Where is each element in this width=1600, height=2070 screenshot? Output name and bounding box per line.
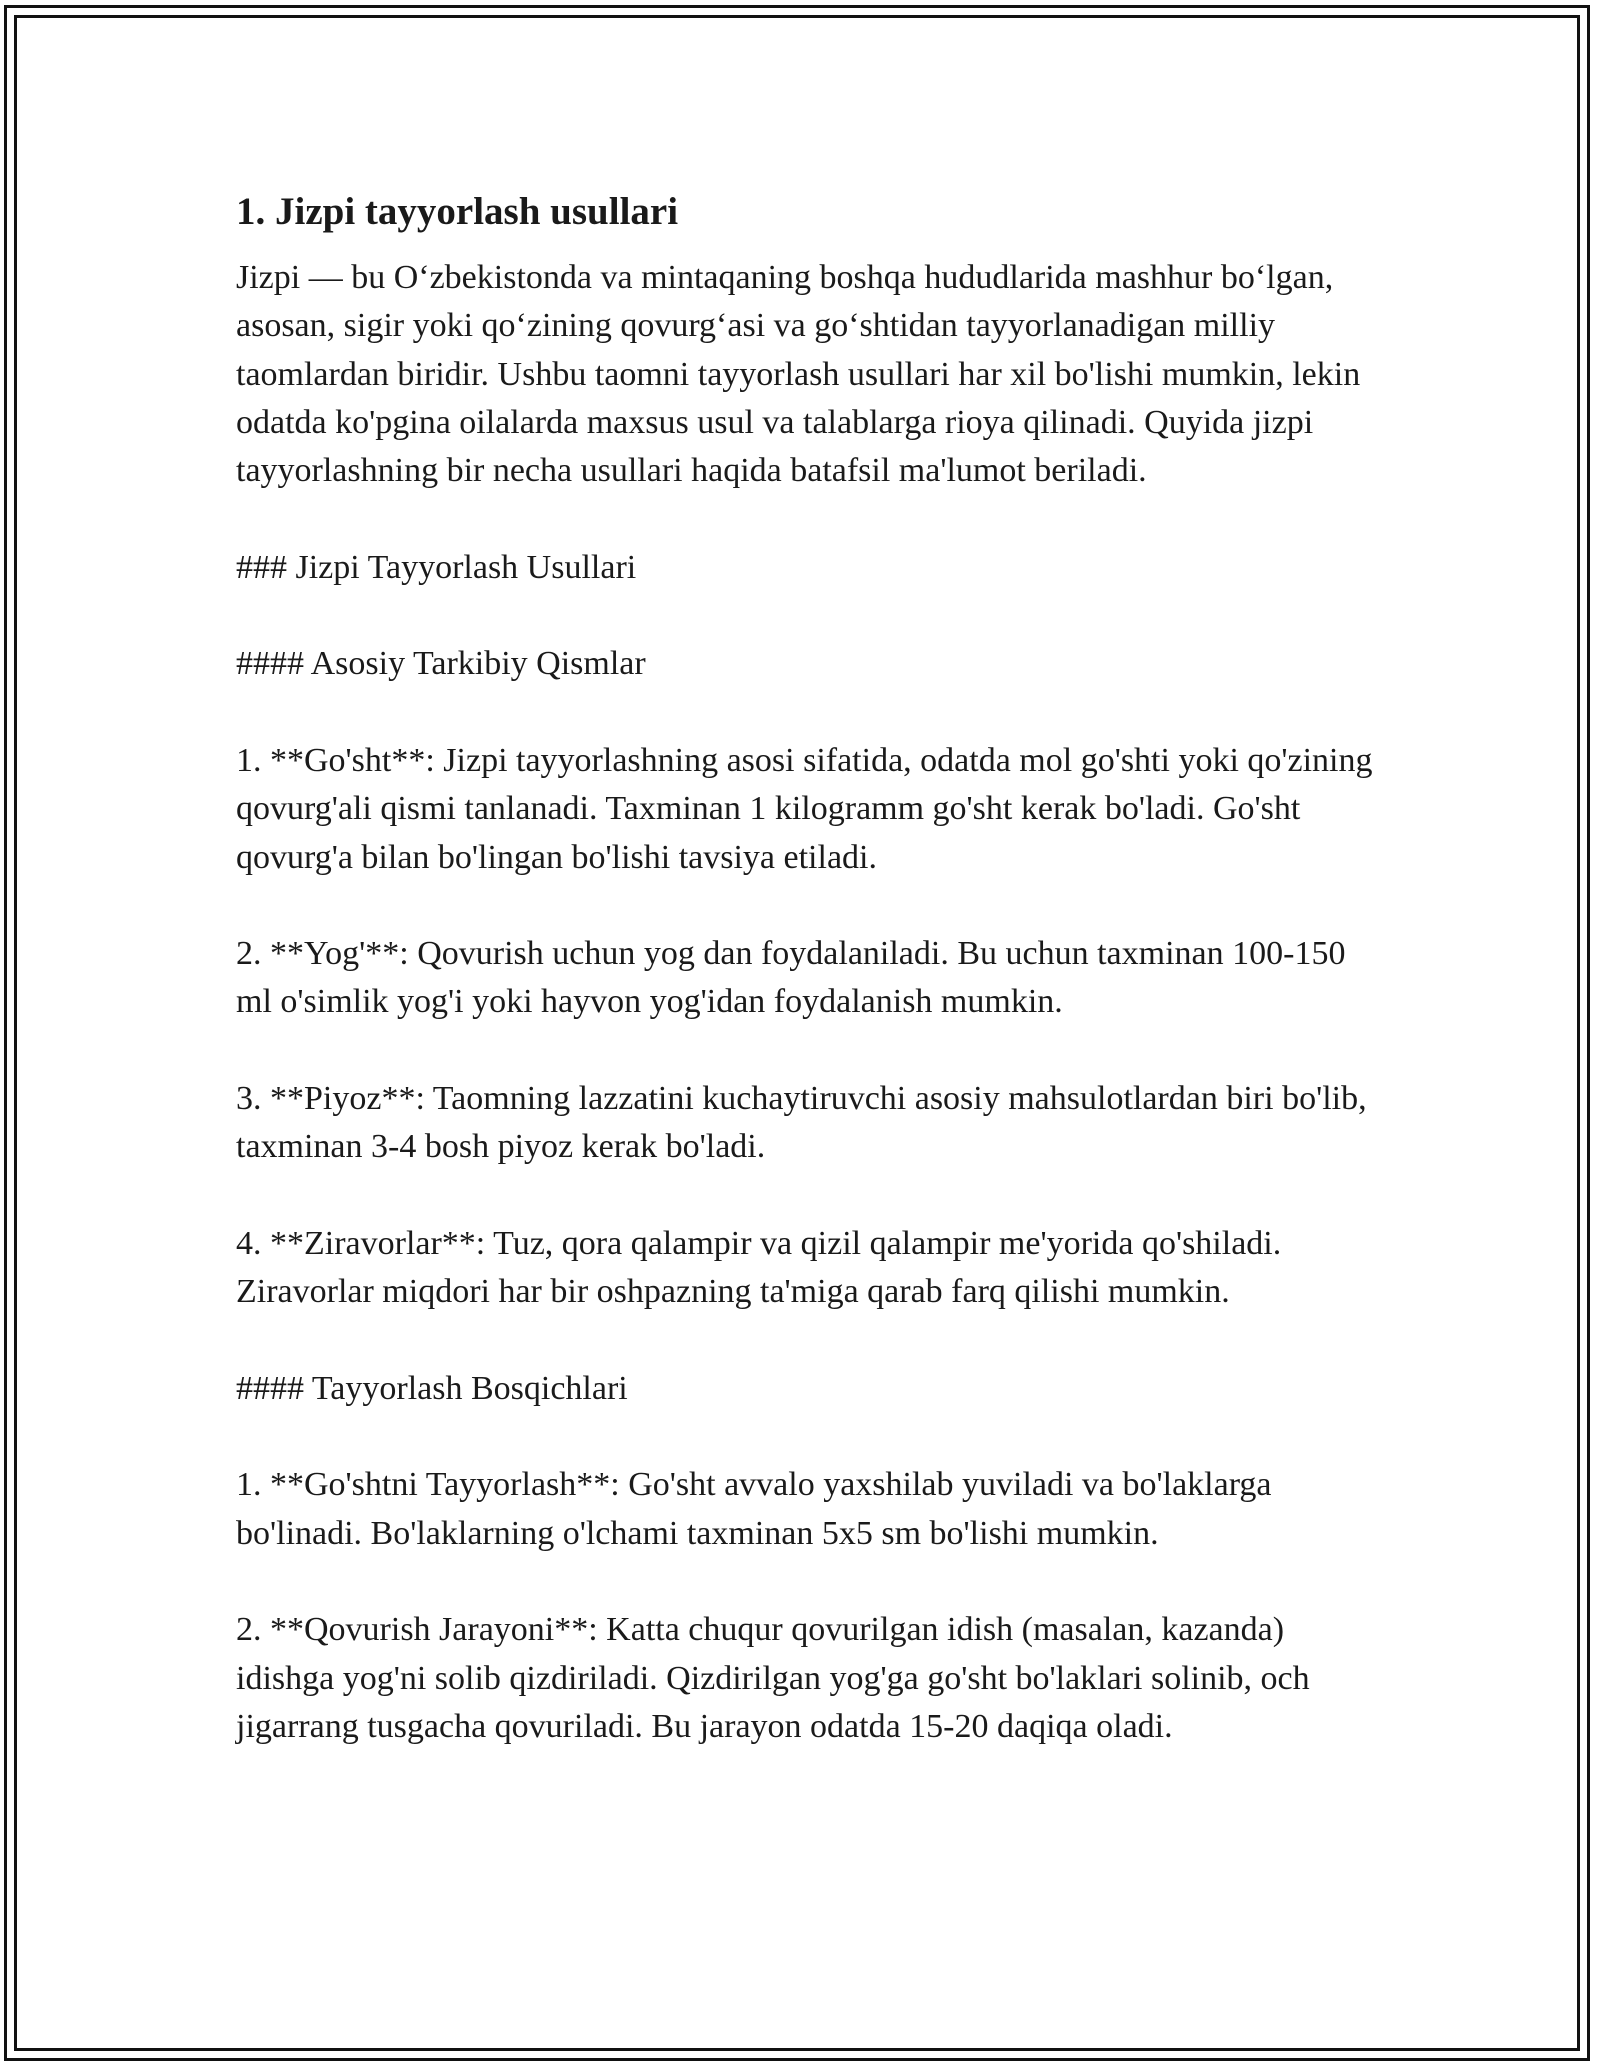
list-item-piyoz: 3. **Piyoz**: Taomning lazzatini kuchaytiruvchi asosiy mahsulotlardan biri bo'lib, taxminan 3-4 bosh piyoz kerak bo'ladi. xyxy=(236,1080,1367,1166)
document-body xyxy=(236,186,1386,1800)
subsection-heading-bosqichlar: #### Tayyorlash Bosqichlari xyxy=(236,1369,628,1407)
intro-paragraph: Jizpi — bu O‘zbekistonda va mintaqaning boshqa hududlarida mashhur bo‘lgan, asosan, sigir yoki qo‘zining qovurg‘asi va go‘shtidan tayyorlanadigan milliy taomlardan biridir. Ushbu taomni tayyorlash usullari har xil bo'lishi mumkin, lekin odatda ko'pgina oilalarda maxsus usul va talablarga rioya qilinadi. Quyida jizpi tayyorlashning bir necha usullari haqida batafsil ma'lumot beriladi. xyxy=(236,259,1361,490)
list-item-qovurish-jarayoni: 2. **Qovurish Jarayoni**: Katta chuqur qovurilgan idish (masalan, kazanda) idishga yog'ni solib qizdiriladi. Qizdirilgan yog'ga go'sht bo'laklari solinib, och jigarrang tusgacha qovuriladi. Bu jarayon odatda 15-20 daqiqa oladi. xyxy=(236,1611,1310,1745)
section-heading-usullar: ### Jizpi Tayyorlash Usullari xyxy=(236,548,637,586)
document-title: 1. Jizpi tayyorlash usullari xyxy=(236,190,679,233)
subsection-heading-tarkibiy-qismlar: #### Asosiy Tarkibiy Qismlar xyxy=(236,645,646,683)
list-item-ziravorlar: 4. **Ziravorlar**: Tuz, qora qalampir va qizil qalampir me'yorida qo'shiladi. Ziravorlar miqdori har bir oshpazning ta'miga qarab farq qilishi mumkin. xyxy=(236,1224,1282,1311)
list-item-yog: 2. **Yog'**: Qovurish uchun yog dan foydalaniladi. Bu uchun taxminan 100-150 ml o'simlik yog'i yoki hayvon yog'idan foydalanish mumkin. xyxy=(236,935,1346,1021)
list-item-gosht: 1. **Go'sht**: Jizpi tayyorlashning asosi sifatida, odatda mol go'shti yoki qo'zining qovurg'ali qismi tanlanadi. Taxminan 1 kilogramm go'sht kerak bo'ladi. Go'sht qovurg'a bilan bo'lingan bo'lishi tavsiya etiladi. xyxy=(236,741,1373,876)
list-item-goshtni-tayyorlash: 1. **Go'shtni Tayyorlash**: Go'sht avvalo yaxshilab yuviladi va bo'laklarga bo'linadi. Bo'laklarning o'lchami taxminan 5x5 sm bo'lishi mumkin. xyxy=(236,1466,1272,1552)
